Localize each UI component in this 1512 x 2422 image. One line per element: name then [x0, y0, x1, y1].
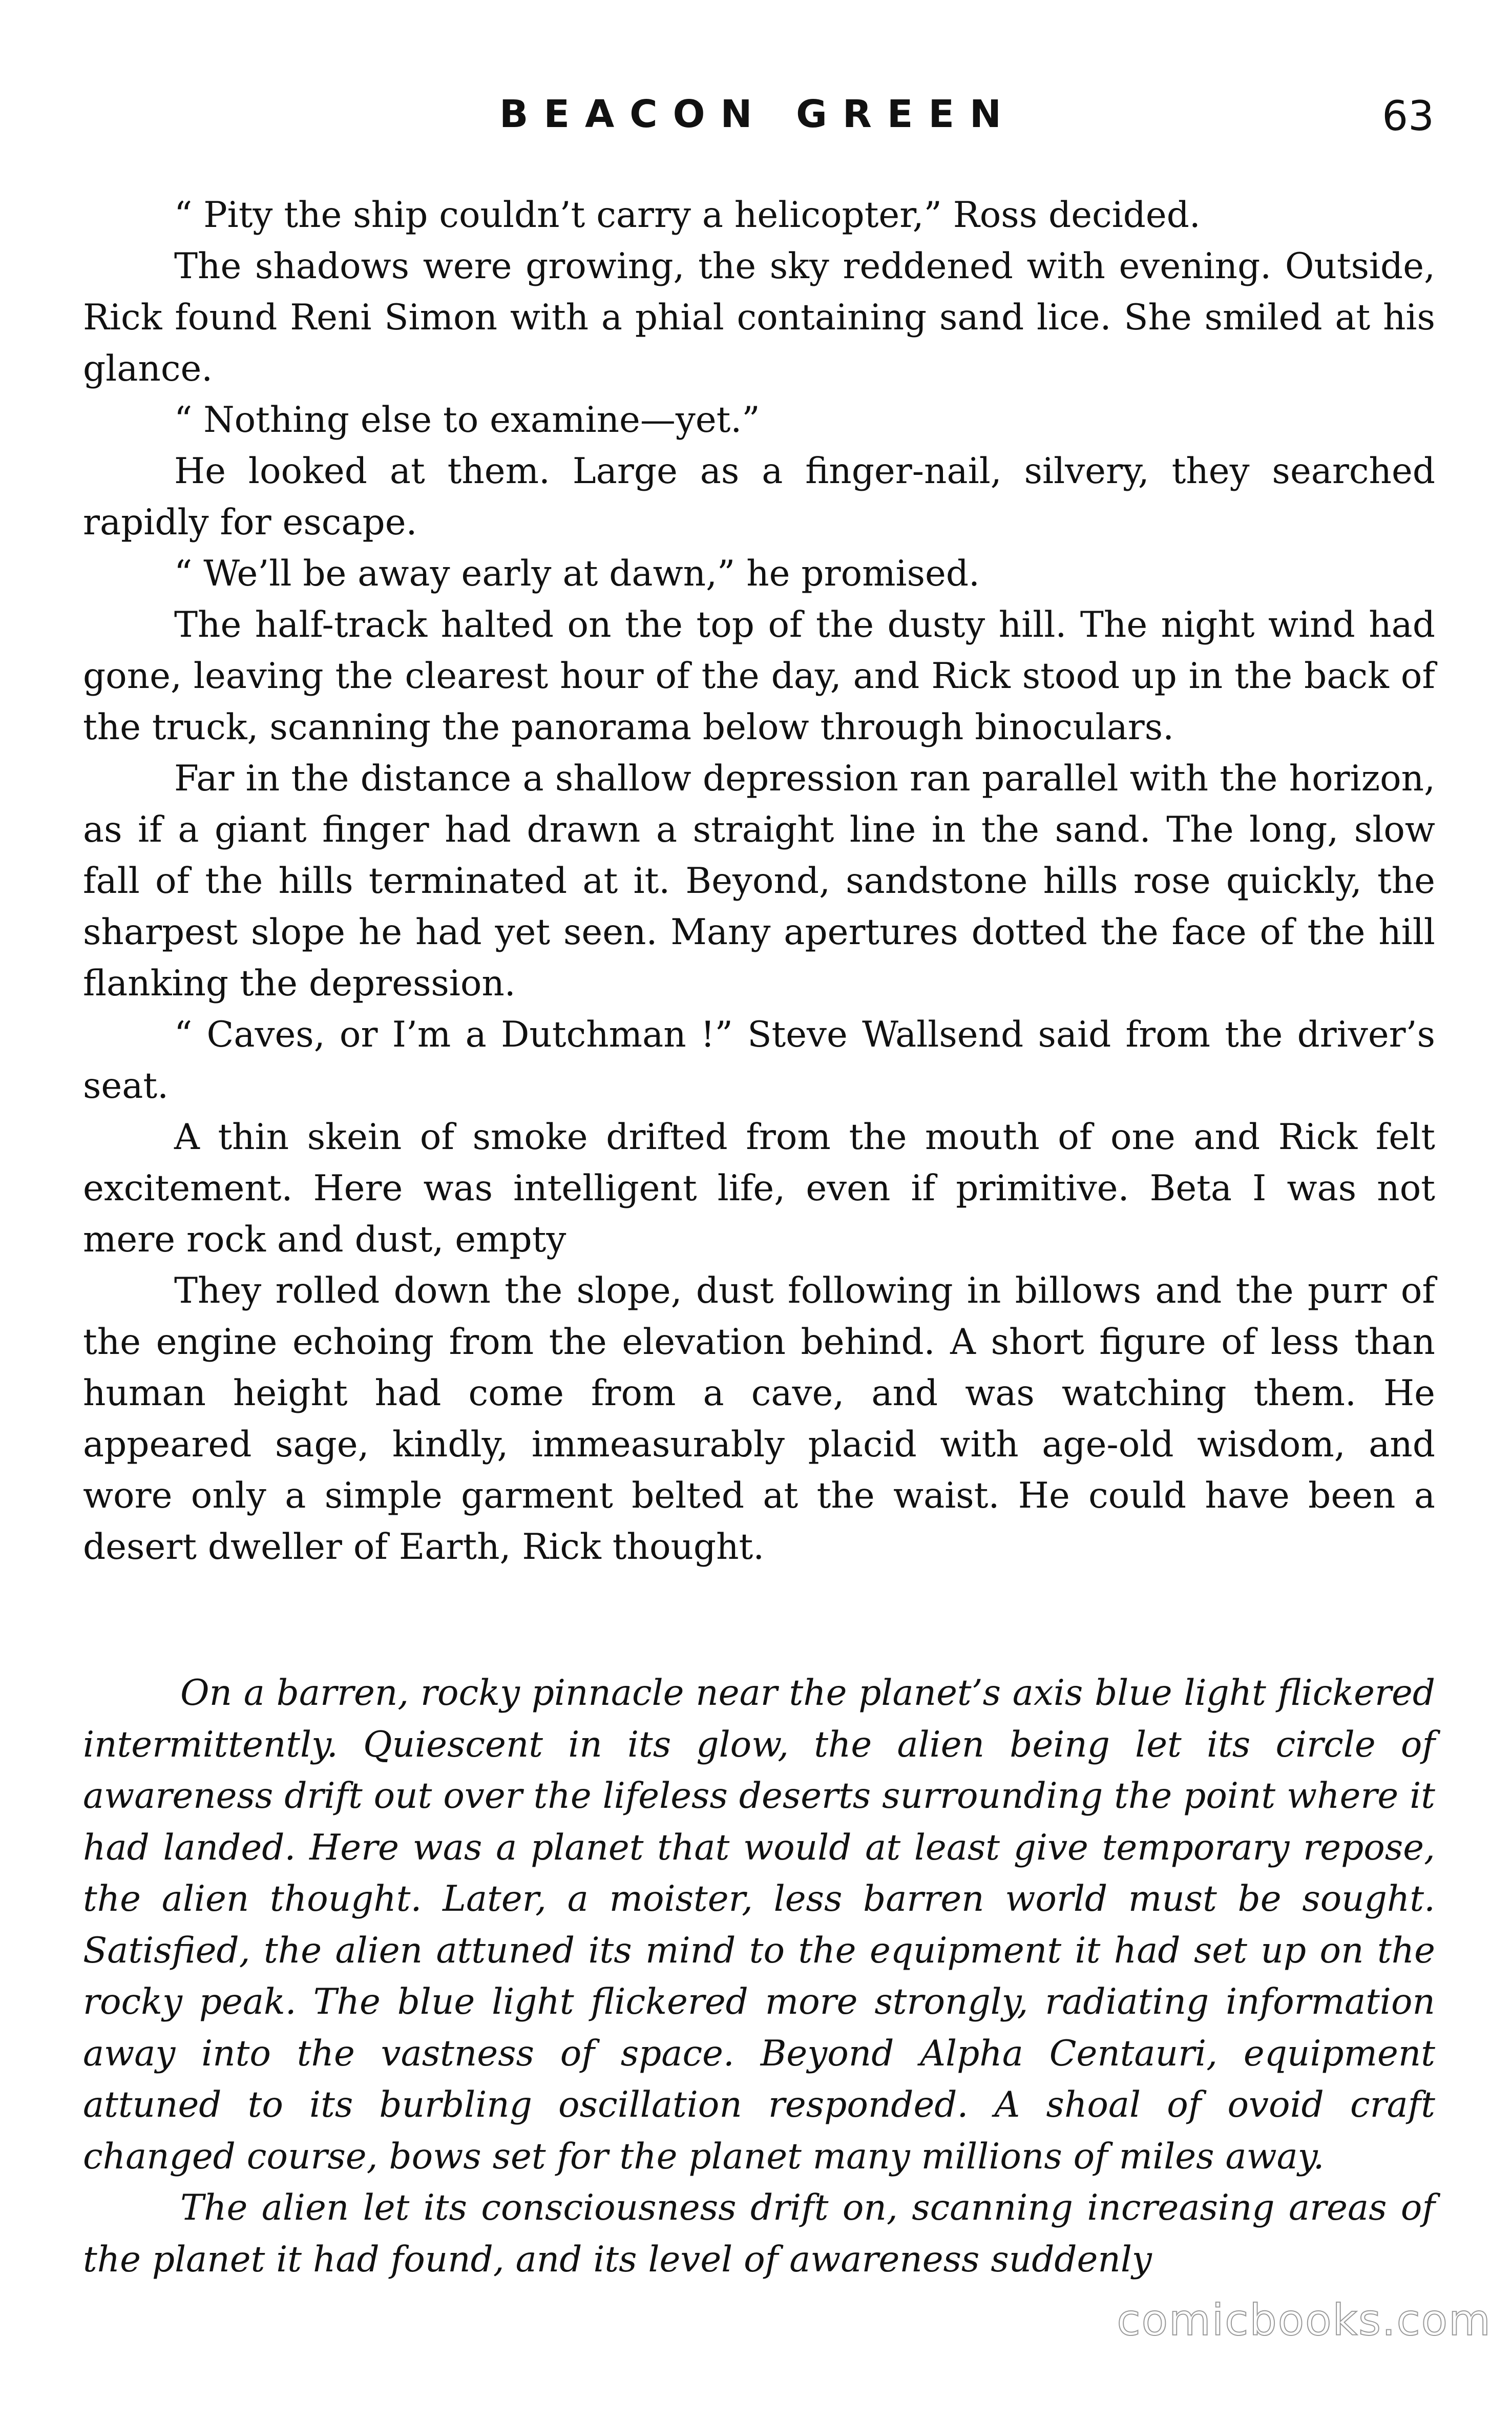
page-header — [82, 92, 1434, 149]
italic-interlude — [83, 1667, 1435, 2285]
site-watermark: comicbooks.com — [1117, 2295, 1492, 2345]
paragraph: “ Nothing else to examine—yet.” — [174, 400, 760, 441]
paragraph: He looked at them. Large as a finger-nail, silvery, they searched rapidly for escape. — [83, 451, 1435, 543]
paragraph: “ Pity the ship couldn’t carry a helicopter,” Ross decided. — [174, 195, 1201, 236]
paragraph: “ Caves, or I’m a Dutchman !” Steve Wallsend said from the driver’s seat. — [83, 1014, 1435, 1106]
paragraph: Far in the distance a shallow depression ran parallel with the horizon, as if a giant finger had drawn a straight line in the sand. The long, slow fall of the hills terminated at it. Beyond, sandstone hills rose quickly, the sharpest slope he had yet seen. Many apertures dotted the face of the hill flanking the depression. — [83, 758, 1435, 1004]
italic-paragraph: The alien let its consciousness drift on, scanning increasing areas of the planet it had found, and its level of awareness suddenly — [83, 2187, 1435, 2280]
page-number: 63 — [1382, 92, 1434, 140]
paragraph: The half-track halted on the top of the dusty hill. The night wind had gone, leaving the clearest hour of the day, and Rick stood up in the back of the truck, scanning the panorama below through binoculars. — [83, 604, 1435, 748]
paragraph: They rolled down the slope, dust following in billows and the purr of the engine echoing from the elevation behind. A short figure of less than human height had come from a cave, and was watching them. He appeared sage, kindly, immeasurably placid with age-old wisdom, and wore only a simple garment belted at the waist. He could have been a desert dweller of Earth, Rick thought. — [83, 1270, 1435, 1568]
paragraph: “ We’ll be away early at dawn,” he promised. — [174, 553, 980, 594]
paragraph: A thin skein of smoke drifted from the mouth of one and Rick felt excitement. Here was intelligent life, even if primitive. Beta I was not mere rock and dust, empty — [83, 1117, 1435, 1260]
story-text — [83, 190, 1435, 1573]
running-title: BEACON GREEN — [499, 92, 1017, 136]
italic-paragraph: On a barren, rocky pinnacle near the planet’s axis blue light flickered intermittently. Quiescent in its glow, the alien being let its circle of awareness drift out over the lifeless deserts surrounding the point where it had landed. Here was a planet that would at least give temporary repose, the alien thought. Later, a moister, less barren world must be sought. Satisfied, the alien attuned its mind to the equipment it had set up on the rocky peak. The blue light flickered more strongly, radiating information away into the vastness of space. Beyond Alpha Centauri, equipment attuned to its burbling oscillation responded. A shoal of ovoid craft changed course, bows set for the planet many millions of miles away. — [83, 1673, 1435, 2177]
paragraph: The shadows were growing, the sky reddened with evening. Outside, Rick found Reni Simon with a phial containing sand lice. She smiled at his glance. — [83, 246, 1435, 389]
